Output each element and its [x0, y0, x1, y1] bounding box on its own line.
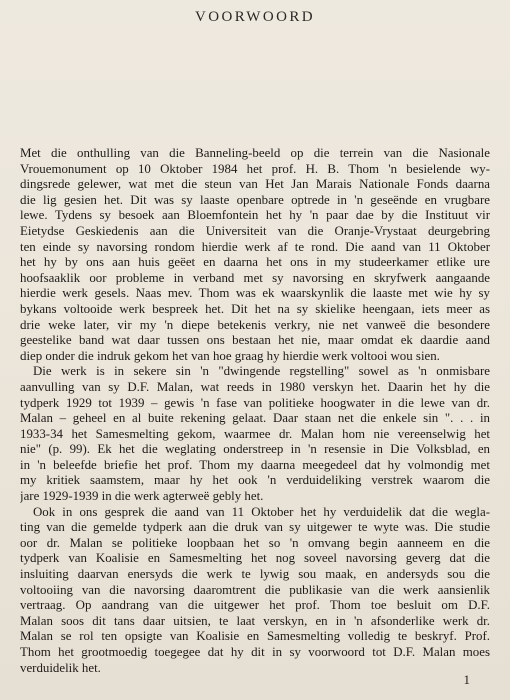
- text-line: het hy by ons aan huis geëet en daarna het ons in my studeerkamer etlike ure: [20, 255, 490, 270]
- text-line: hoofsaaklik oor probleme in verband met sy navorsing en skryfwerk aangaande: [20, 270, 490, 285]
- text-line: Vrouemonument op 10 Oktober 1984 het prof. H. B. Thom 'n besielende wy-: [20, 161, 490, 176]
- text-line: die lig gesien het. Dit was sy laaste openbare optrede in 'n geseënde en vrugbare: [20, 192, 490, 207]
- text-line: 1933-34 het Samesmelting gekom, waarmee dr. Malan hom nie vereenselwig het: [20, 426, 490, 441]
- text-line: dingsrede gelewer, wat met die steun van Het Jan Marais Nationale Fonds daarna: [20, 177, 490, 192]
- text-line: in 'n beleefde briefie het prof. Thom my daarna meegedeel dat hy volmondig met: [20, 457, 490, 472]
- text-line: Met die onthulling van die Banneling-beeld op die terrein van die Nasionale: [20, 146, 490, 160]
- text-line: my kritiek saamstem, maar hy het ook 'n verduideliking verstrek waarom die: [20, 473, 490, 488]
- text-line: diep onder die indruk gekom het van hoe graag hy hierdie werk voltooi wou sien.: [20, 348, 440, 363]
- text-line: nie" (p. 99). Ek het die weglating onderstreep in 'n resensie in Die Volksblad, en: [20, 442, 490, 457]
- text-line: Ook in ons gesprek die aand van 11 Oktober het hy verduidelik dat die wegla-: [33, 504, 490, 519]
- page-title: VOORWOORD: [195, 9, 315, 25]
- text-line: insluiting daarvan enersyds die werk te lywig sou maak, en andersyds sou die: [20, 567, 490, 582]
- text-line: ten einde sy navorsing rondom hierdie werk af te rond. Die aand van 11 Oktober: [20, 239, 490, 254]
- body-text: [20, 146, 490, 676]
- text-line: Thom het grootmoedig toegegee dat hy dit in sy voorwoord tot D.F. Malan moes: [20, 645, 490, 659]
- text-line: vertraag. Op aandrang van die uitgewer het prof. Thom toe besluit om D.F.: [20, 598, 490, 613]
- text-line: voltooiing van die navorsing daaromtrent die publikasie van die werk aansienlik: [20, 582, 490, 597]
- text-line: aanvulling van sy D.F. Malan, wat reeds in 1980 verskyn het. Daarin het hy die: [20, 379, 490, 394]
- text-line: drie weke later, vir my 'n diepe betekenis verkry, nie net vanweë die besondere: [20, 317, 490, 332]
- text-line: Die werk is in sekere sin 'n "dwingende regstelling" sowel as 'n onmisbare: [33, 364, 490, 379]
- text-line: oor dr. Malan se politieke loopbaan het so 'n omvang begin aanneem en die: [20, 535, 490, 550]
- text-line: tydperk 1929 tot 1939 – gewis 'n fase van politieke hoogwater in die lewe van dr.: [20, 395, 490, 410]
- text-line: verduidelik het.: [20, 660, 101, 675]
- text-line: geestelike band wat daar tussen ons bestaan het nie, maar omdat ek daardie aand: [20, 333, 490, 348]
- page-number: 1: [463, 672, 470, 687]
- text-line: bykans voltooide werk bespreek het. Dit het na sy skielike heengaan, iets meer as: [20, 301, 490, 316]
- text-line: hierdie werk gesels. Naas mev. Thom was ek waarskynlik die laaste met wie hy sy: [20, 286, 490, 301]
- text-line: tydperk van Koalisie en Samesmelting het nog soveel navorsing geverg dat die: [20, 551, 490, 566]
- text-line: ting van die gemelde tydperk aan die druk van sy uitgewer te wyte was. Die studie: [20, 520, 490, 535]
- text-line: Eietydse Geskiedenis aan die Universiteit van die Oranje-Vrystaat deurgebring: [20, 223, 490, 238]
- text-line: Malan se rol ten opsigte van Koalisie en Samesmelting volledig te beskryf. Prof.: [20, 629, 490, 644]
- text-line: jare 1929-1939 in die werk agterweë gebly het.: [20, 489, 264, 504]
- text-line: lewe. Tydens sy besoek aan Bloemfontein het hy 'n paar dae by die Instituut vir: [20, 208, 490, 223]
- text-line: Malan soos dit tans daar uitsien, te laat verskyn, en in 'n afsonderlike werk dr.: [20, 613, 490, 628]
- text-line: Malan – geheel en al buite rekening gelaat. Daar staan net die enkele sin ". . . in: [20, 411, 490, 426]
